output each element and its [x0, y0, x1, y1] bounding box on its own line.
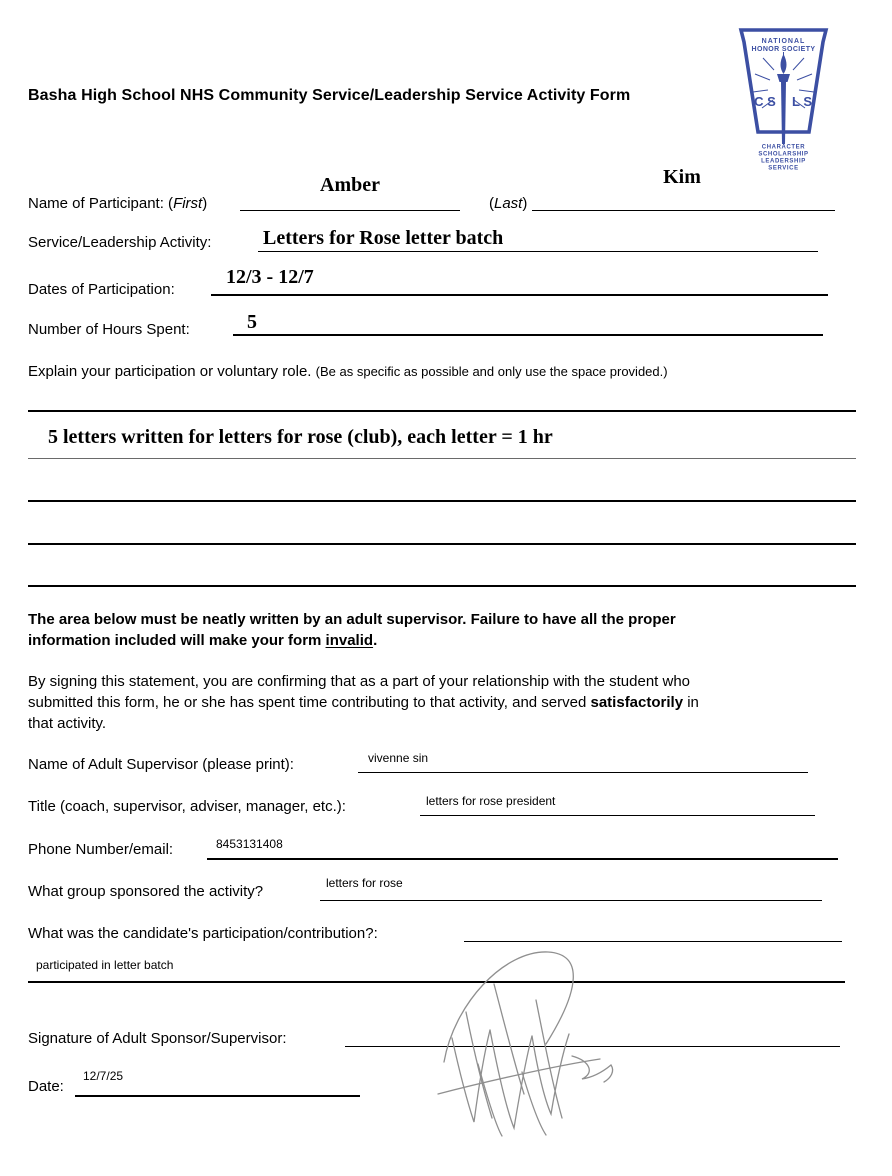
phone-value[interactable]: 8453131408 [216, 837, 283, 851]
signature-label: Signature of Adult Sponsor/Supervisor: [28, 1030, 287, 1047]
supervisor-notice [28, 609, 676, 651]
supervisor-name-label: Name of Adult Supervisor (please print): [28, 756, 294, 773]
hours-line[interactable] [233, 334, 823, 336]
contribution-value[interactable]: participated in letter batch [36, 958, 174, 972]
explain-answer[interactable]: 5 letters written for letters for rose (club), each letter = 1 hr [48, 426, 553, 448]
logo-letters-cs: C S [754, 94, 776, 109]
date-value[interactable]: 12/7/25 [83, 1069, 124, 1083]
signing-statement-line3: that activity. [28, 715, 107, 732]
phone-label: Phone Number/email: [28, 841, 174, 858]
explain-line-2[interactable] [28, 458, 856, 459]
dates-label: Dates of Participation: [28, 281, 175, 298]
satisfactorily-bold-word: satisfactorily [590, 694, 684, 711]
group-label: What group sponsored the activity? [28, 883, 264, 900]
activity-line[interactable] [258, 251, 818, 252]
date-label: Date: [28, 1078, 64, 1095]
explain-label: Explain your participation or voluntary role. (Be as specific as possible and only use the space provided.) [28, 363, 668, 380]
explain-line-5[interactable] [28, 585, 856, 587]
signing-statement [28, 671, 699, 734]
participant-last-value[interactable]: Kim [663, 166, 701, 188]
dates-value[interactable]: 12/3 - 12/7 [226, 266, 314, 288]
logo-motto-service: SERVICE [768, 165, 799, 172]
supervisor-notice-line2: information included will make your form invalid. [28, 632, 378, 649]
hours-value[interactable]: 5 [247, 311, 257, 333]
participant-first-value[interactable]: Amber [320, 174, 380, 196]
supervisor-title-value[interactable]: letters for rose president [426, 794, 556, 808]
contribution-label: What was the candidate's participation/contribution?: [28, 925, 378, 942]
supervisor-name-value[interactable]: vivenne sin [368, 751, 429, 765]
dates-line[interactable] [211, 294, 828, 296]
hours-label: Number of Hours Spent: [28, 321, 190, 338]
group-value[interactable]: letters for rose [326, 876, 403, 890]
explain-line-4[interactable] [28, 543, 856, 545]
participant-label: Name of Participant: (First) [28, 195, 208, 212]
supervisor-title-label: Title (coach, supervisor, adviser, manager, etc.): [28, 798, 346, 815]
logo-motto-leadership: LEADERSHIP [761, 158, 806, 165]
supervisor-notice-line1: The area below must be neatly written by an adult supervisor. Failure to have all the proper [28, 611, 676, 628]
logo-text-honor-society: HONOR SOCIETY [751, 46, 816, 53]
signing-statement-line2: submitted this form, he or she has spent time contributing to that activity, and served satisfactorily in [28, 694, 699, 711]
page-title: Basha High School NHS Community Service/Leadership Service Activity Form [28, 87, 631, 104]
logo-motto-character: CHARACTER [761, 144, 806, 151]
explain-line-3[interactable] [28, 500, 856, 502]
group-line[interactable] [320, 900, 822, 901]
logo-letters-ls: L S [792, 94, 812, 109]
logo-motto-scholarship: SCHOLARSHIP [758, 151, 809, 158]
participant-last-label: (Last) [489, 195, 528, 212]
phone-line[interactable] [207, 858, 838, 860]
signing-statement-line1: By signing this statement, you are confirming that as a part of your relationship with the student who [28, 673, 691, 690]
participant-first-line[interactable] [240, 210, 460, 211]
activity-label: Service/Leadership Activity: [28, 234, 212, 251]
nhs-logo [735, 22, 832, 172]
supervisor-signature-scribble [432, 942, 644, 1142]
invalid-underlined-word: invalid [325, 632, 374, 649]
logo-text-national: NATIONAL [761, 38, 806, 45]
supervisor-name-line[interactable] [358, 772, 808, 773]
explain-line-1[interactable] [28, 410, 856, 412]
activity-value[interactable]: Letters for Rose letter batch [263, 227, 504, 249]
date-line[interactable] [75, 1095, 360, 1097]
supervisor-title-line[interactable] [420, 815, 815, 816]
participant-last-line[interactable] [532, 210, 835, 211]
